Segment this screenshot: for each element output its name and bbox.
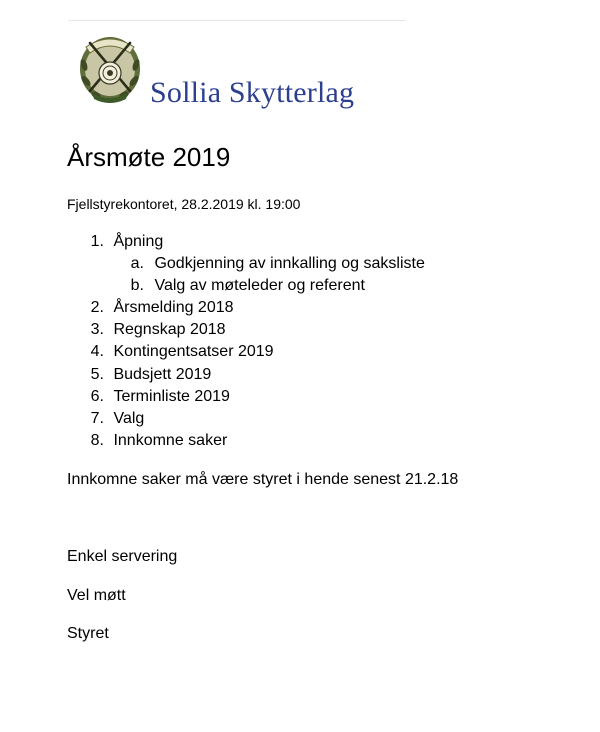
deadline-note: Innkomne saker må være styret i hende senest 21.2.18 <box>67 471 459 488</box>
signature: Styret <box>67 625 109 642</box>
agenda-item <box>80 408 144 430</box>
agenda-label: Budsjett 2019 <box>113 366 212 383</box>
agenda-item <box>80 231 163 253</box>
agenda-number: 7. <box>90 410 104 427</box>
club-emblem <box>76 29 144 105</box>
agenda-item <box>80 297 234 319</box>
agenda-item <box>80 386 230 408</box>
agenda-label: Godkjenning av innkalling og saksliste <box>154 255 425 272</box>
agenda-subitem <box>122 275 365 297</box>
agenda-number: 4. <box>90 343 104 360</box>
agenda-item <box>80 341 274 363</box>
agenda-number: a. <box>130 255 144 272</box>
agenda-item <box>80 364 211 386</box>
agenda-label: Terminliste 2019 <box>113 388 230 405</box>
agenda-item <box>80 430 227 452</box>
welcome-note: Vel møtt <box>67 587 126 604</box>
page-title: Årsmøte 2019 <box>67 142 231 172</box>
agenda-subitem <box>122 253 425 275</box>
agenda-number: 6. <box>90 388 104 405</box>
agenda-number: 3. <box>90 321 104 338</box>
agenda-label: Valg av møteleder og referent <box>154 277 365 294</box>
agenda-item <box>80 319 226 341</box>
agenda-number: 1. <box>90 233 104 250</box>
agenda-label: Innkomne saker <box>113 432 228 449</box>
agenda-number: 8. <box>90 432 104 449</box>
agenda-label: Årsmelding 2018 <box>113 299 234 316</box>
header-banner <box>68 20 406 121</box>
agenda-label: Åpning <box>113 233 164 250</box>
org-name: Sollia Skytterlag <box>150 76 355 109</box>
serving-note: Enkel servering <box>67 548 178 565</box>
agenda-label: Valg <box>113 410 145 427</box>
agenda-number: 2. <box>90 299 104 316</box>
agenda-label: Kontingentsatser 2019 <box>113 343 274 360</box>
meeting-info: Fjellstyrekontoret, 28.2.2019 kl. 19:00 <box>67 196 301 212</box>
agenda-label: Regnskap 2018 <box>113 321 226 338</box>
agenda-number: 5. <box>90 366 104 383</box>
agenda-number: b. <box>130 277 144 294</box>
